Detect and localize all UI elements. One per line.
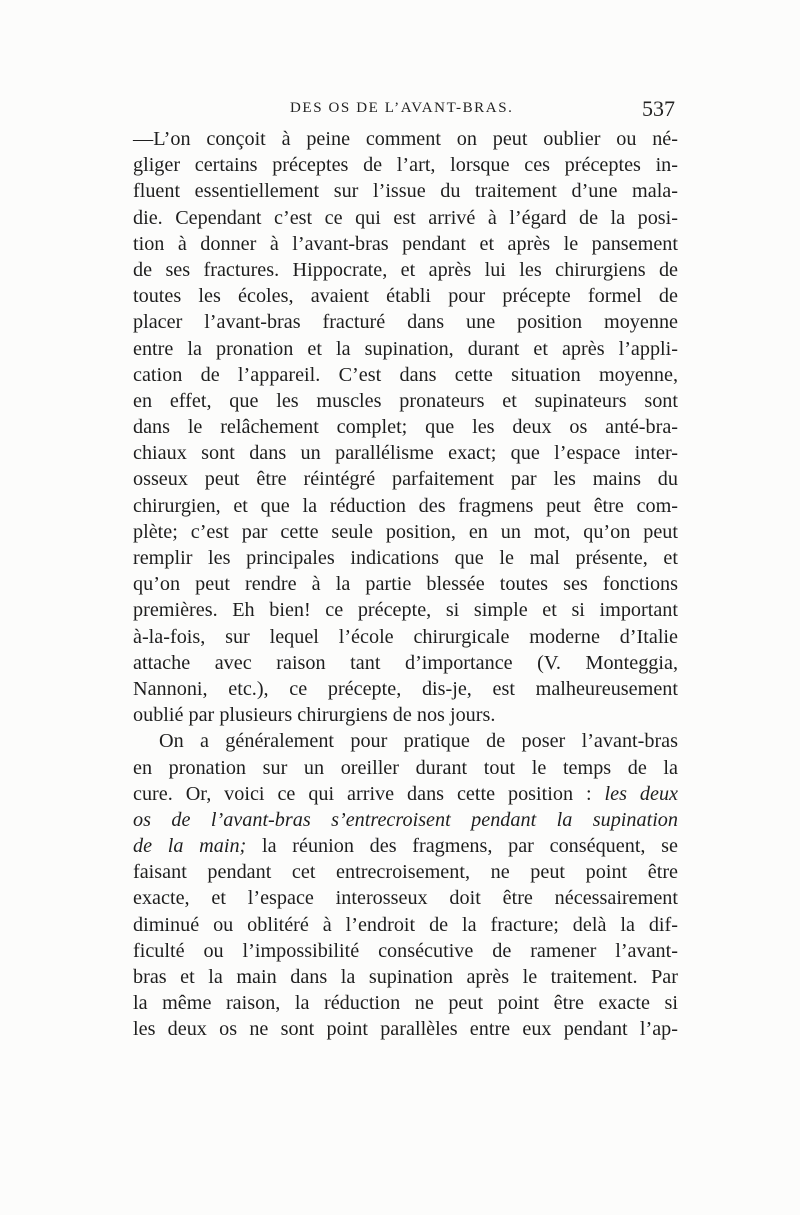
text-line: On a généralement pour pratique de poser l’avant-bras	[159, 730, 678, 753]
text-line: cation de l’appareil. C’est dans cette situation moyenne,	[133, 363, 678, 386]
running-head-title: DES OS DE L’AVANT-BRAS.	[290, 100, 514, 116]
page-number: 537	[642, 96, 675, 121]
text-line: les deux os ne sont point parallèles entre eux pendant l’ap-	[133, 1018, 678, 1041]
text-line: fluent essentiellement sur l’issue du traitement d’une mala-	[133, 180, 678, 203]
text-run: cure. Or, voici ce qui arrive dans cette position :	[133, 782, 605, 805]
text-line: exacte, et l’espace interosseux doit être nécessairement	[133, 887, 678, 910]
text-line: die. Cependant c’est ce qui est arrivé à l’égard de la posi-	[133, 206, 678, 229]
italic-text-run: de la main;	[133, 835, 247, 858]
text-line	[133, 781, 678, 807]
text-line: en effet, que les muscles pronateurs et supinateurs sont	[133, 389, 678, 412]
text-line: toutes les écoles, avaient établi pour précepte formel de	[133, 285, 678, 308]
paragraph-1	[133, 126, 678, 728]
text-line: bras et la main dans la supination après le traitement. Par	[133, 966, 678, 988]
text-line: premières. Eh bien! ce précepte, si simple et si important	[133, 599, 678, 622]
text-line: la même raison, la réduction ne peut point être exacte si	[133, 992, 678, 1015]
text-line: plète; c’est par cette seule position, en un mot, qu’on peut	[133, 520, 678, 543]
text-line: chirurgien, et que la réduction des fragmens peut être com-	[133, 494, 678, 517]
paragraph-2	[133, 728, 678, 1042]
text-line: qu’on peut rendre à la partie blessée toutes ses fonctions	[133, 573, 678, 596]
text-line: en pronation sur un oreiller durant tout le temps de la	[133, 756, 678, 779]
text-line: —L’on conçoit à peine comment on peut oublier ou né-	[133, 128, 678, 150]
text-line: entre la pronation et la supination, durant et après l’appli-	[133, 337, 678, 360]
text-line: Nannoni, etc.), ce précepte, dis-je, est malheureusement	[133, 677, 678, 700]
body-text	[133, 126, 678, 1043]
text-run: la réunion des fragmens, par conséquent, se	[246, 835, 678, 858]
text-line: tion à donner à l’avant-bras pendant et après le pansement	[133, 232, 678, 255]
running-head	[130, 96, 675, 124]
text-line: placer l’avant-bras fracturé dans une position moyenne	[133, 311, 678, 334]
text-line: à-la-fois, sur lequel l’école chirurgicale moderne d’Italie	[133, 625, 678, 648]
text-line	[133, 833, 678, 859]
text-line: attache avec raison tant d’importance (V. Monteggia,	[133, 651, 678, 674]
text-line: osseux peut être réintégré parfaitement par les mains du	[133, 468, 678, 491]
text-line: ficulté ou l’impossibilité consécutive de ramener l’avant-	[133, 939, 678, 962]
text-line: gliger certains préceptes de l’art, lorsque ces préceptes in-	[133, 154, 678, 177]
text-line: de ses fractures. Hippocrate, et après lui les chirurgiens de	[133, 258, 678, 281]
text-line: faisant pendant cet entrecroisement, ne peut point être	[133, 861, 678, 884]
text-line: remplir les principales indications que le mal présente, et	[133, 547, 678, 569]
text-line: chiaux sont dans un parallélisme exact; que l’espace inter-	[133, 442, 678, 465]
text-line: dans le relâchement complet; que les deux os anté-bra-	[133, 416, 678, 439]
text-line: diminué ou oblitéré à l’endroit de la fracture; delà la dif-	[133, 913, 678, 936]
italic-text-run: les deux	[604, 782, 678, 805]
text-line: oublié par plusieurs chirurgiens de nos jours.	[133, 704, 496, 727]
italic-text-line: os de l’avant-bras s’entrecroisent pendant la supination	[133, 808, 678, 831]
